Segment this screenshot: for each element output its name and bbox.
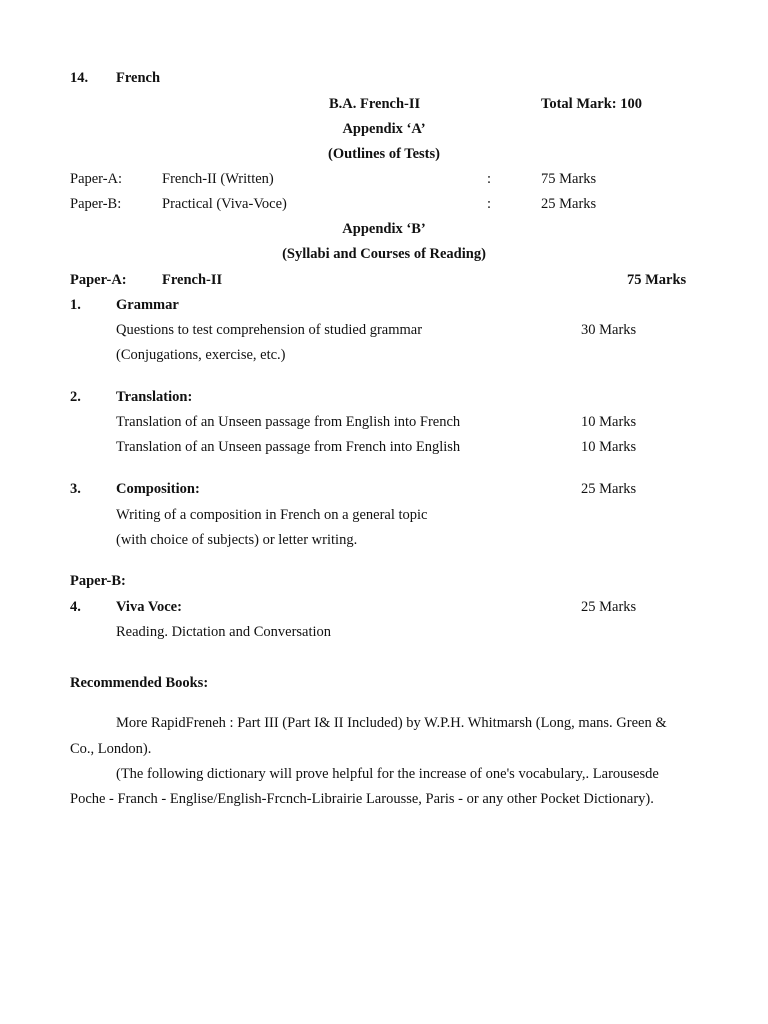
section-translation-title: Translation: xyxy=(116,389,193,405)
section-composition-number: 3. xyxy=(70,481,81,497)
section-grammar-title: Grammar xyxy=(116,297,179,313)
composition-marks: 25 Marks xyxy=(581,481,637,497)
outline-separator: : xyxy=(487,196,492,212)
appendix-a-title: Appendix ‘A’ xyxy=(342,121,426,137)
subject-heading: French xyxy=(116,70,161,86)
section-viva-title: Viva Voce: xyxy=(116,599,182,615)
outline-paper-label: Paper-A: xyxy=(70,171,123,187)
translation-item: Translation of an Unseen passage from English into French xyxy=(116,414,461,430)
outline-paper-desc: Practical (Viva-Voce) xyxy=(162,196,287,212)
outline-paper-label: Paper-B: xyxy=(70,196,122,212)
outline-separator: : xyxy=(487,171,492,187)
viva-item: Reading. Dictation and Conversation xyxy=(116,624,332,640)
paper-b-label: Paper-B: xyxy=(70,573,126,589)
book-reference-line: Poche - Franch - Englise/English-Frcnch-Librairie Larousse, Paris - or any other Pocket Dictionary). xyxy=(70,791,654,807)
appendix-b-subtitle: (Syllabi and Courses of Reading) xyxy=(282,246,486,262)
paper-a-label: Paper-A: xyxy=(70,272,127,288)
section-number: 14. xyxy=(70,70,89,86)
appendix-b-title: Appendix ‘B’ xyxy=(342,221,426,237)
translation-item-marks: 10 Marks xyxy=(581,439,637,455)
grammar-item-marks: 30 Marks xyxy=(581,322,637,338)
outline-paper-marks: 75 Marks xyxy=(541,171,597,187)
grammar-item-note: (Conjugations, exercise, etc.) xyxy=(116,347,286,363)
outline-paper-desc: French-II (Written) xyxy=(162,171,274,187)
course-title: B.A. French-II xyxy=(329,96,421,112)
section-composition-title: Composition: xyxy=(116,481,200,497)
section-translation-number: 2. xyxy=(70,389,81,405)
book-reference-line: More RapidFreneh : Part III (Part I& II Included) by W.P.H. Whitmarsh (Long, mans. Green & xyxy=(116,715,667,731)
viva-marks: 25 Marks xyxy=(581,599,637,615)
appendix-a-subtitle: (Outlines of Tests) xyxy=(328,146,440,162)
paper-a-title: French-II xyxy=(162,272,223,288)
section-viva-number: 4. xyxy=(70,599,81,615)
book-reference-line: (The following dictionary will prove helpful for the increase of one's vocabulary,. Larousesde xyxy=(116,766,659,782)
recommended-books-heading: Recommended Books: xyxy=(70,675,209,691)
composition-item: Writing of a composition in French on a general topic xyxy=(116,507,428,523)
total-mark: Total Mark: 100 xyxy=(541,96,642,112)
translation-item: Translation of an Unseen passage from French into English xyxy=(116,439,461,455)
outline-paper-marks: 25 Marks xyxy=(541,196,597,212)
composition-item: (with choice of subjects) or letter writing. xyxy=(116,532,358,548)
translation-item-marks: 10 Marks xyxy=(581,414,637,430)
book-reference-line: Co., London). xyxy=(70,741,152,757)
paper-a-marks: 75 Marks xyxy=(627,272,687,288)
grammar-item: Questions to test comprehension of studied grammar xyxy=(116,322,423,338)
section-grammar-number: 1. xyxy=(70,297,81,313)
